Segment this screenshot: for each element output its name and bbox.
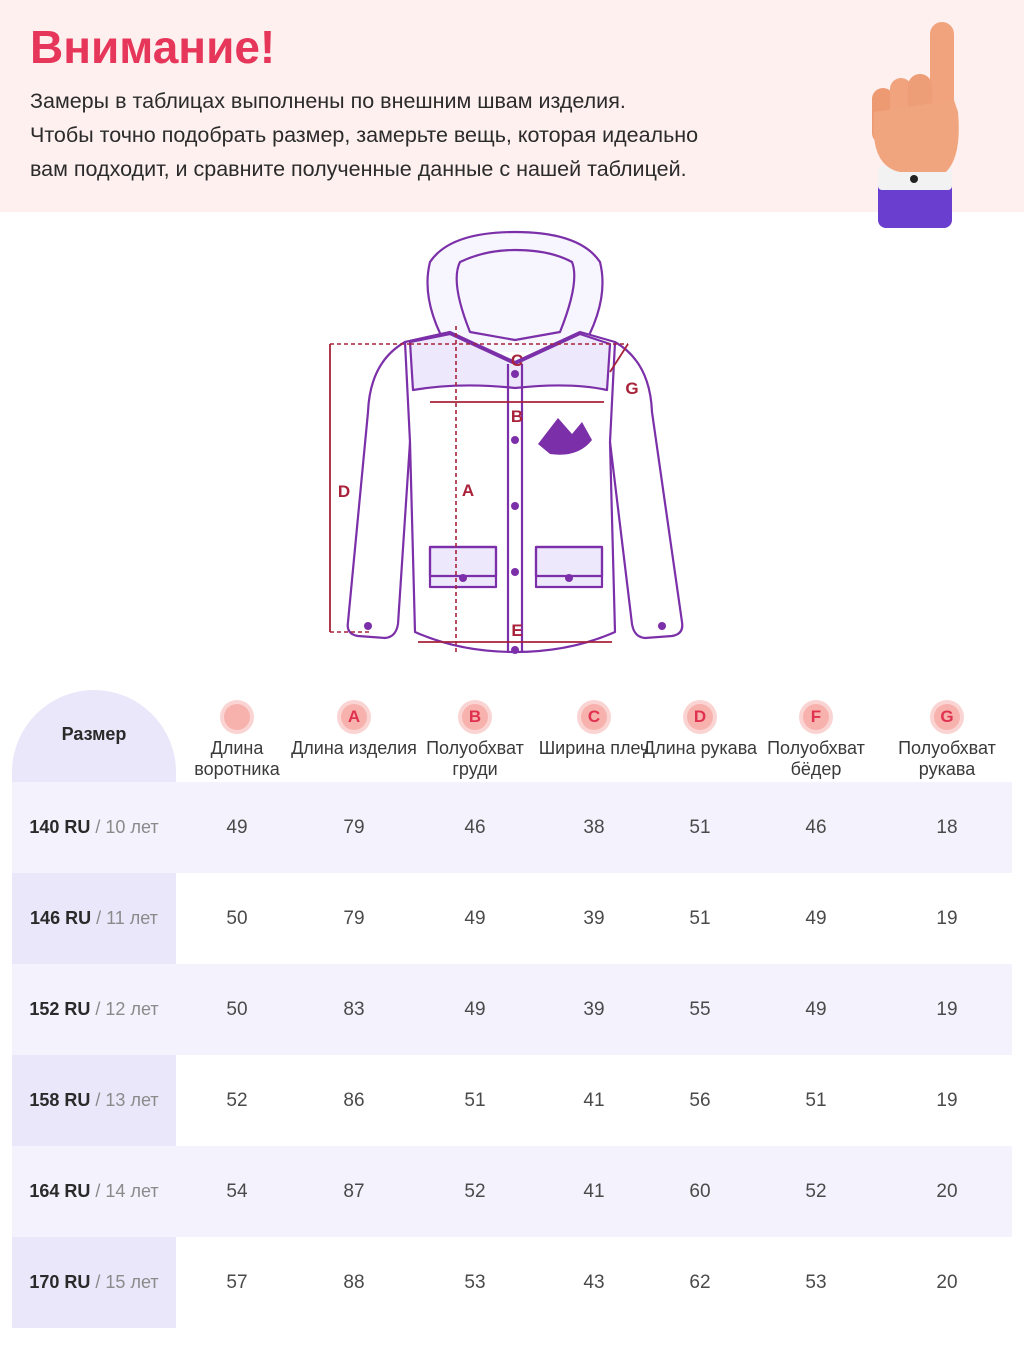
measure-label-b: B <box>510 407 524 426</box>
banner-line: Чтобы точно подобрать размер, замерьте вещь, которая идеально <box>30 123 699 147</box>
table-cell: 19 <box>936 998 958 1020</box>
table-cell: 49 <box>464 907 486 929</box>
banner-text <box>30 84 830 186</box>
row-size <box>12 873 176 964</box>
table-cell: 62 <box>689 1271 711 1293</box>
table-row <box>12 782 1012 873</box>
table-cell: 50 <box>226 998 248 1020</box>
jacket-diagram <box>310 222 710 672</box>
size-ru: 146 RU <box>30 908 92 928</box>
column-badge <box>683 700 717 734</box>
column-label: Длина рукава <box>642 738 758 758</box>
size-ru: 152 RU <box>29 999 91 1019</box>
table-cell: 20 <box>936 1271 958 1293</box>
table-cell: 79 <box>343 816 365 838</box>
table-cell: 56 <box>689 1089 711 1111</box>
table-cell: 57 <box>226 1271 248 1293</box>
column-label: Длина изделия <box>291 738 417 758</box>
column-header <box>877 700 1017 780</box>
column-letter: A <box>341 704 367 730</box>
table-cell: 46 <box>464 816 486 838</box>
column-badge <box>220 700 254 734</box>
pointing-hand-icon <box>860 16 980 236</box>
table-cell: 50 <box>226 907 248 929</box>
table-cell: 41 <box>583 1180 605 1202</box>
table-cell: 88 <box>343 1271 365 1293</box>
table-cell: 51 <box>689 907 711 929</box>
measure-label-d: D <box>337 482 351 501</box>
column-letter: C <box>581 704 607 730</box>
measure-label-c: C <box>510 351 524 370</box>
table-cell: 53 <box>805 1271 827 1293</box>
table-row <box>12 873 1012 964</box>
table-cell: 43 <box>583 1271 605 1293</box>
banner-line: вам подходит, и сравните полученные данные с нашей таблицей. <box>30 157 687 181</box>
table-row <box>12 964 1012 1055</box>
table-cell: 51 <box>464 1089 486 1111</box>
column-header <box>746 700 886 780</box>
table-cell: 53 <box>464 1271 486 1293</box>
size-age: / 15 лет <box>90 1272 159 1292</box>
column-label: Ширина плеч <box>538 738 650 758</box>
row-size <box>12 964 176 1055</box>
column-badge <box>799 700 833 734</box>
table-cell: 19 <box>936 907 958 929</box>
table-cell: 18 <box>936 816 958 838</box>
column-label: Полуобхват рукава <box>898 738 996 779</box>
size-age: / 14 лет <box>90 1181 159 1201</box>
row-size <box>12 782 176 873</box>
size-ru: 140 RU <box>29 817 91 837</box>
column-letter: F <box>803 704 829 730</box>
row-size <box>12 1146 176 1237</box>
table-cell: 39 <box>583 907 605 929</box>
table-cell: 49 <box>805 998 827 1020</box>
table-row <box>12 1146 1012 1237</box>
table-cell: 52 <box>805 1180 827 1202</box>
column-letter: B <box>462 704 488 730</box>
column-header <box>284 700 424 759</box>
column-letter <box>224 704 250 730</box>
size-age: / 13 лет <box>90 1090 159 1110</box>
table-cell: 55 <box>689 998 711 1020</box>
table-cell: 79 <box>343 907 365 929</box>
table-cell: 87 <box>343 1180 365 1202</box>
measure-label-a: A <box>461 481 475 500</box>
size-ru: 158 RU <box>29 1090 91 1110</box>
size-age: / 11 лет <box>91 908 158 928</box>
table-cell: 51 <box>689 816 711 838</box>
row-size <box>12 1237 176 1328</box>
row-size <box>12 1055 176 1146</box>
table-cell: 49 <box>464 998 486 1020</box>
table-row <box>12 1237 1012 1328</box>
column-badge <box>577 700 611 734</box>
table-cell: 52 <box>226 1089 248 1111</box>
column-badge <box>930 700 964 734</box>
column-label: Полуобхват бёдер <box>767 738 865 779</box>
table-cell: 20 <box>936 1180 958 1202</box>
table-cell: 39 <box>583 998 605 1020</box>
table-cell: 83 <box>343 998 365 1020</box>
column-badge <box>337 700 371 734</box>
banner-line: Замеры в таблицах выполнены по внешним швам изделия. <box>30 89 626 113</box>
size-column-header: Размер <box>61 724 127 744</box>
table-cell: 38 <box>583 816 605 838</box>
column-label: Длина воротника <box>194 738 280 779</box>
column-badge <box>458 700 492 734</box>
measure-label-g: G <box>625 379 639 398</box>
table-row <box>12 1055 1012 1146</box>
table-cell: 60 <box>689 1180 711 1202</box>
size-age: / 10 лет <box>90 817 159 837</box>
table-cell: 19 <box>936 1089 958 1111</box>
size-ru: 164 RU <box>29 1181 91 1201</box>
size-ru: 170 RU <box>29 1272 91 1292</box>
column-label: Полуобхват груди <box>426 738 524 779</box>
table-cell: 49 <box>805 907 827 929</box>
table-cell: 86 <box>343 1089 365 1111</box>
banner-title: Внимание! <box>30 21 276 73</box>
column-letter: D <box>687 704 713 730</box>
table-cell: 49 <box>226 816 248 838</box>
table-cell: 54 <box>226 1180 248 1202</box>
measure-label-e: E <box>511 621 523 640</box>
column-letter: G <box>934 704 960 730</box>
table-cell: 52 <box>464 1180 486 1202</box>
table-cell: 51 <box>805 1089 827 1111</box>
size-age: / 12 лет <box>90 999 159 1019</box>
table-cell: 41 <box>583 1089 605 1111</box>
table-cell: 46 <box>805 816 827 838</box>
